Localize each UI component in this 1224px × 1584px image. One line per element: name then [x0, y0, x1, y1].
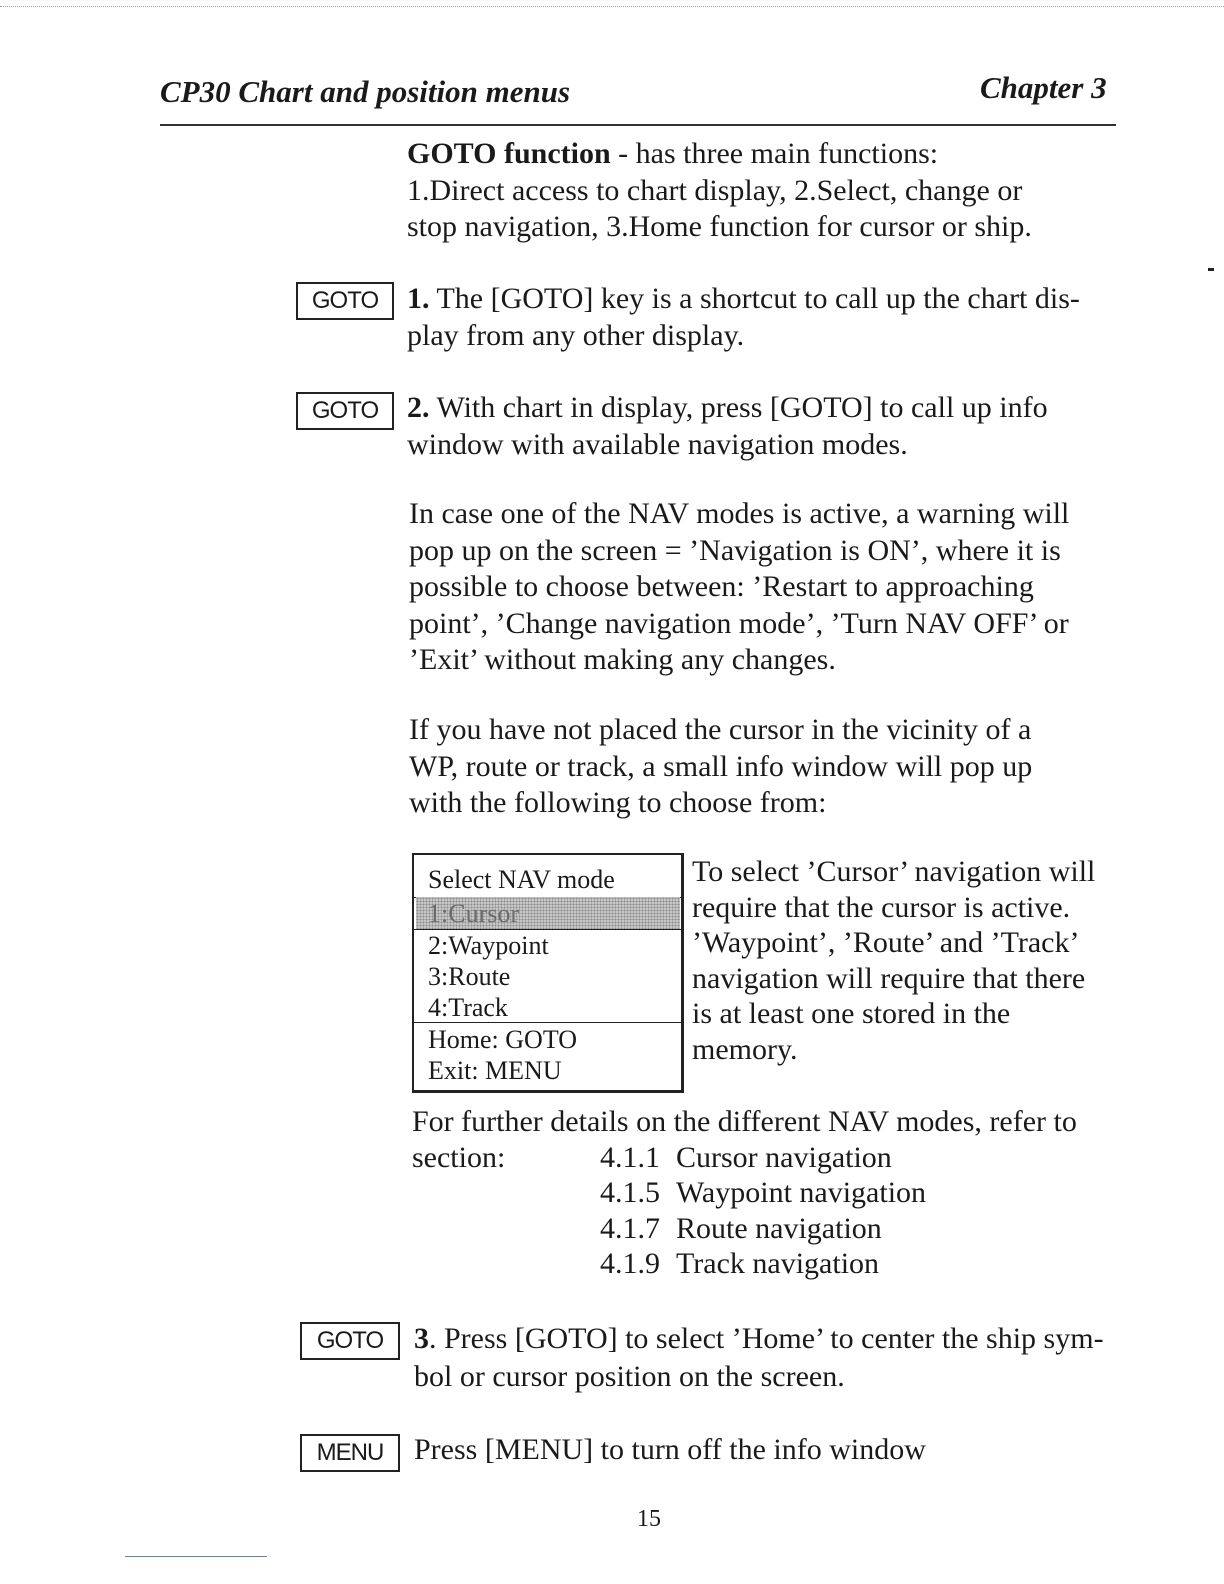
paragraph-line: require that the cursor is active.	[692, 890, 1071, 924]
menu-step-text: Press [MENU] to turn off the info window	[414, 1433, 926, 1466]
step3-line: bol or cursor position on the screen.	[414, 1360, 845, 1393]
intro-heading-rest: - has three main functions:	[610, 137, 939, 170]
step-number: 2.	[407, 391, 430, 424]
warning-paragraph	[409, 496, 1129, 679]
page-number: 15	[637, 1506, 661, 1532]
menu-item-track[interactable]: 4:Track	[428, 993, 508, 1022]
references-intro: For further details on the different NAV modes, refer to	[412, 1105, 1077, 1138]
references-section	[412, 1104, 1132, 1282]
step2-line: With chart in display, press [GOTO] to call up info	[429, 391, 1048, 424]
reference-number: 4.1.1	[600, 1140, 660, 1174]
reference-number: 4.1.7	[600, 1211, 660, 1245]
side-note	[692, 854, 1132, 1067]
reference-row	[412, 1246, 1132, 1282]
references-label: section:	[412, 1140, 506, 1174]
paragraph-line: ’Exit’ without making any changes.	[409, 643, 836, 676]
menu-home-hint: Home: GOTO	[428, 1025, 578, 1054]
reference-number: 4.1.5	[600, 1176, 660, 1209]
step1-paragraph	[407, 281, 1127, 354]
paragraph-line: navigation will require that there	[692, 961, 1086, 995]
reference-text: Cursor navigation	[676, 1140, 892, 1174]
step1-line: play from any other display.	[407, 318, 745, 352]
step2-line: window with available navigation modes.	[407, 427, 908, 461]
select-nav-mode-window	[412, 853, 684, 1093]
top-border-dots	[0, 6, 1224, 7]
cursor-paragraph	[409, 712, 1129, 822]
step3-line: . Press [GOTO] to select ’Home’ to center the ship sym-	[429, 1322, 1104, 1355]
step-number: 1.	[407, 282, 430, 315]
menu-window-title: Select NAV mode	[428, 865, 615, 894]
menu-key-icon: MENU	[300, 1434, 400, 1472]
reference-row	[412, 1140, 1132, 1176]
paragraph-line: possible to choose between: ’Restart to approaching	[409, 570, 1034, 603]
step2-paragraph	[407, 390, 1127, 463]
paragraph-line: To select ’Cursor’ navigation will	[692, 855, 1096, 888]
paragraph-line: If you have not placed the cursor in the vicinity of a	[409, 713, 1032, 746]
menu-divider	[414, 1022, 682, 1023]
header-title: CP30 Chart and position menus	[160, 74, 571, 109]
paragraph-line: In case one of the NAV modes is active, a warning will	[409, 497, 1070, 530]
paragraph-line: point’, ’Change navigation mode’, ’Turn NAV OFF’ or	[409, 606, 1069, 640]
intro-line: stop navigation, 3.Home function for cursor or ship.	[407, 210, 1032, 243]
intro-paragraph	[407, 136, 1127, 246]
goto-key-icon: GOTO	[296, 282, 394, 320]
menu-item-cursor[interactable]: 1:Cursor	[428, 899, 519, 928]
reference-row	[412, 1211, 1132, 1247]
header-rule	[160, 124, 1116, 126]
intro-line: 1.Direct access to chart display, 2.Select, change or	[407, 173, 1023, 207]
step1-line: The [GOTO] key is a shortcut to call up the chart dis-	[429, 282, 1080, 315]
menu-exit-hint: Exit: MENU	[428, 1056, 562, 1085]
paragraph-line: WP, route or track, a small info window will pop up	[409, 749, 1033, 783]
paragraph-line: is at least one stored in the	[692, 997, 1011, 1030]
step-number: 3	[414, 1322, 429, 1355]
paragraph-line: ’Waypoint’, ’Route’ and ’Track’	[692, 926, 1080, 959]
goto-key-icon: GOTO	[296, 392, 394, 430]
margin-mark	[1208, 268, 1214, 271]
bottom-underline	[125, 1556, 267, 1557]
reference-text: Track navigation	[676, 1247, 880, 1280]
reference-number: 4.1.9	[600, 1247, 660, 1280]
paragraph-line: memory.	[692, 1032, 798, 1066]
intro-heading: GOTO function	[407, 137, 611, 170]
menu-divider	[414, 929, 682, 930]
reference-text: Waypoint navigation	[676, 1176, 927, 1209]
reference-row	[412, 1175, 1132, 1211]
paragraph-line: with the following to choose from:	[409, 786, 827, 819]
step3-paragraph	[414, 1320, 1134, 1396]
header-chapter: Chapter 3	[980, 70, 1107, 105]
menu-item-route[interactable]: 3:Route	[428, 962, 511, 991]
goto-key-icon: GOTO	[300, 1322, 400, 1360]
paragraph-line: pop up on the screen = ’Navigation is ON’, where it is	[409, 533, 1061, 567]
menu-item-waypoint[interactable]: 2:Waypoint	[428, 931, 549, 960]
reference-text: Route navigation	[676, 1211, 882, 1245]
